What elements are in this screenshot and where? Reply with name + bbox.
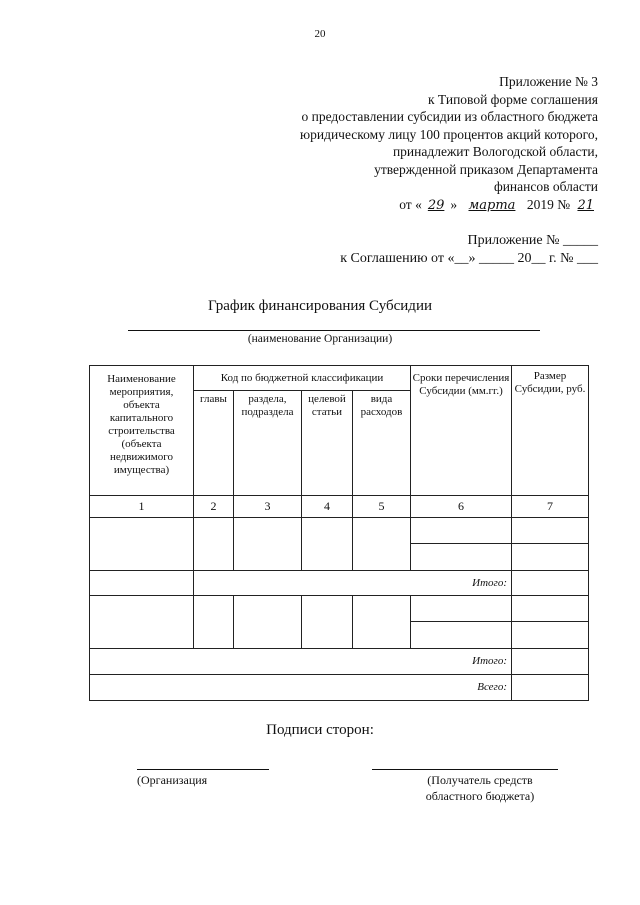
recipient-caption-line-2: областного бюджета)	[425, 789, 535, 803]
total-row	[90, 675, 589, 701]
table-cell	[411, 544, 512, 571]
approval-line: юридическому лицу 100 процентов акций которого,	[300, 126, 598, 142]
table-cell	[512, 675, 589, 701]
organization-signature-line	[137, 769, 269, 770]
appendix-line-2: к Соглашению от «__» _____ 20__ г. № ___	[340, 251, 598, 266]
approval-date-line	[300, 196, 598, 215]
recipient-signature-caption	[400, 772, 560, 804]
approval-line: о предоставлении субсидии из областного бюджета	[301, 109, 598, 124]
table-row	[90, 518, 589, 544]
handwritten-number: 21	[577, 197, 594, 213]
table-cell	[194, 518, 234, 571]
approval-line: утвержденной приказом Департамента	[374, 161, 598, 177]
subtotal-label: Итого:	[90, 649, 512, 675]
table-cell	[411, 596, 512, 622]
header-razdela: раздела, подраздела	[234, 391, 302, 496]
table-cell	[353, 518, 411, 571]
header-sroki: Сроки перечисления Субсидии (мм.гг.)	[411, 366, 512, 496]
recipient-signature-line	[372, 769, 558, 770]
col-number: 2	[194, 496, 234, 518]
table-cell	[194, 596, 234, 649]
header-tselevoy: целевой статьи	[302, 391, 353, 496]
table-cell	[90, 596, 194, 649]
table-cell	[302, 518, 353, 571]
column-number-row	[90, 496, 589, 518]
handwritten-month: марта	[468, 197, 516, 213]
table-cell	[234, 518, 302, 571]
approval-block	[300, 73, 598, 214]
date-year: 2019 №	[526, 196, 571, 212]
table-cell	[302, 596, 353, 649]
approval-line: принадлежит Вологодской области,	[392, 144, 598, 159]
date-prefix: от «	[399, 196, 422, 212]
table-cell	[512, 649, 589, 675]
organization-signature-caption: (Организация	[137, 773, 208, 787]
page-title: График финансирования Субсидии	[208, 298, 432, 314]
appendix-line-1: Приложение № _____	[467, 233, 598, 248]
col-number: 4	[302, 496, 353, 518]
organization-name-line	[128, 330, 540, 331]
col-number: 3	[234, 496, 302, 518]
table-cell	[353, 596, 411, 649]
recipient-caption-line-1: (Получатель средств	[427, 773, 533, 787]
signatures-title: Подписи сторон:	[266, 722, 374, 738]
table-cell	[512, 544, 589, 571]
subtotal-label: Итого:	[194, 571, 512, 596]
subtotal-row	[90, 649, 589, 675]
subtotal-row	[90, 571, 589, 596]
table-cell	[90, 571, 194, 596]
schedule-table	[89, 365, 589, 701]
col-number: 7	[512, 496, 589, 518]
approval-line: к Типовой форме соглашения	[428, 91, 598, 107]
header-vida: вида расходов	[353, 391, 411, 496]
appendix-block	[340, 232, 598, 268]
col-number: 1	[90, 496, 194, 518]
table-row	[90, 596, 589, 622]
approval-line: финансов области	[493, 179, 598, 194]
handwritten-day: 29	[427, 197, 445, 213]
table-cell	[512, 622, 589, 649]
total-label: Всего:	[90, 675, 512, 701]
table-cell	[411, 518, 512, 544]
page-number: 20	[314, 28, 326, 40]
table-cell	[234, 596, 302, 649]
col-number: 5	[353, 496, 411, 518]
col-number: 6	[411, 496, 512, 518]
organization-caption: (наименование Организации)	[247, 333, 393, 345]
table-cell	[512, 571, 589, 596]
date-mid: »	[450, 196, 458, 212]
header-name: Наименование мероприятия, объекта капитального строительства (объекта недвижимого имущества)	[90, 366, 194, 496]
approval-line: Приложение № 3	[499, 74, 598, 89]
header-glavy: главы	[194, 391, 234, 496]
table-cell	[512, 518, 589, 544]
table-cell	[90, 518, 194, 571]
table-cell	[411, 622, 512, 649]
header-kbk: Код по бюджетной классификации	[194, 366, 411, 391]
header-razmer: Размер Субсидии, руб.	[512, 366, 589, 496]
table-cell	[512, 596, 589, 622]
